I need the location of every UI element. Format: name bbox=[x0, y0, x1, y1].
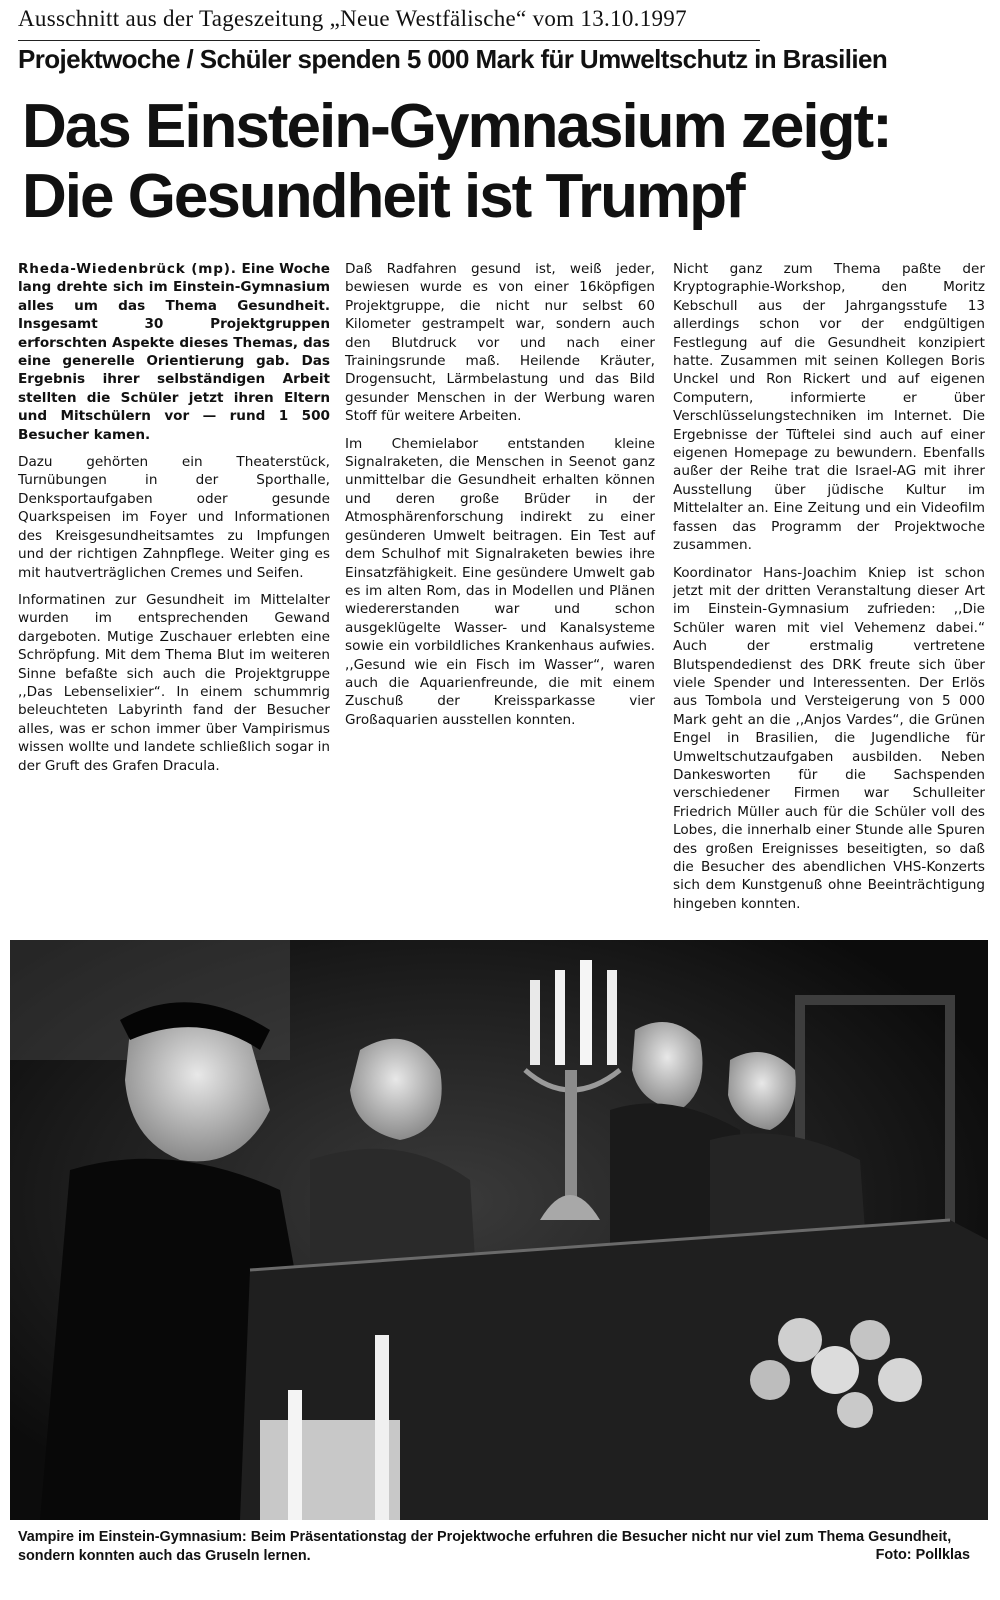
photo-illustration bbox=[10, 940, 988, 1520]
photo-caption: Vampire im Einstein-Gymnasium: Beim Präsentationstag der Projektwoche erfuhren die Besucher nicht nur viel zum Thema Gesundheit, sondern konnten auch das Gruseln lernen. bbox=[18, 1529, 952, 1564]
headline bbox=[22, 92, 982, 232]
article-column-2 bbox=[345, 260, 655, 738]
headline-line-1: Das Einstein-Gymnasium zeigt: bbox=[22, 92, 891, 161]
article-column-1 bbox=[18, 260, 330, 784]
kicker: Projektwoche / Schüler spenden 5 000 Mark für Umweltschutz in Brasilien bbox=[18, 44, 888, 74]
body-paragraph-2: Informatinen zur Gesundheit im Mittelalter wurden im entsprechenden Gewand dargeboten. Mutige Zuschauer erlebten eine Schröpfung. Mit dem Thema Blut im weiteren Sinne befaßte sich auch die Projektgruppe ,,Das Lebenselixier“. In einem schummrig beleuchteten Labyrinth fand der Besucher alles, was er schon immer über Vampirismus wissen wollte und landete schließlich sogar in der Gruft des Grafen Dracula. bbox=[18, 591, 330, 774]
candle-left bbox=[288, 1390, 302, 1520]
news-photo bbox=[10, 940, 988, 1520]
lead-paragraph bbox=[18, 260, 330, 444]
dateline: Rheda-Wiedenbrück (mp). bbox=[18, 261, 237, 277]
body-paragraph-6: Koordinator Hans-Joachim Kniep ist schon jetzt mit der dritten Veranstaltung dieser Art im Einstein-Gymnasium zufrieden: ,,Die Schüler waren mit viel Vehemenz dabei.“ Auch der erstmalig vertretene Blutspendedienst des DRK freute sich über viele Spender und Interessenten. Der Erlös aus Tombola und Versteigerung von 5 000 Mark geht an die ,,Anjos Vardes“, die Grünen Engel in Brasilien, die Jugendliche für Umweltschutzaufgaben ausbilden. Neben Dankesworten für die Sachspenden verschiedener Firmen war Schulleiter Friedrich Müller auch für die Schüler voll des Lobes, die innerhalb einer Stunde alle Spuren des großen Ereignisses beseitigten, so daß die Besucher des abendlichen VHS-Konzerts sich dem Kunstgenuß ohne Beeinträchtigung hingeben konnten. bbox=[673, 564, 985, 912]
source-line: Ausschnitt aus der Tageszeitung „Neue Westfälische“ vom 13.10.1997 bbox=[18, 6, 687, 31]
photo-credit: Foto: Pollklas bbox=[875, 1547, 970, 1563]
article-column-3 bbox=[673, 260, 985, 922]
headline-line-2: Die Gesundheit ist Trumpf bbox=[22, 162, 744, 231]
candle-right bbox=[375, 1335, 389, 1520]
source-rule bbox=[18, 40, 760, 41]
lead-text: Eine Woche lang drehte sich im Einstein-Gymnasium alles um das Thema Gesundheit. Insgesamt 30 Projektgruppen erforschten Aspekte dieses Themas, das eine generelle Orientierung gab. Das Ergebnis ihrer selbständigen Arbeit stellten die Schüler jetzt ihren Eltern und Mitschülern vor — rund 1 500 Besucher kamen. bbox=[18, 261, 330, 443]
body-paragraph-5: Nicht ganz zum Thema paßte der Kryptographie-Workshop, den Moritz Kebschull aus der Jahrgangsstufe 13 allerdings schon vor der endgültigen Festlegung auf die Gesundheit konzipiert hatte. Zusammen mit seinen Kollegen Boris Unckel und Ron Rickert und auf eigenen Computern, informierte er über Verschlüsselungstechniken im Internet. Die Ergebnisse der Tüftelei sind auch auf einer eigenen Homepage zu bewundern. Ebenfalls außer der Reihe trat die Israel-AG mit ihrer Ausstellung über jüdische Kultur im Mittelalter an. Eine Zeitung und ein Videofilm fassen das Programm der Projektwoche zusammen. bbox=[673, 261, 985, 554]
body-paragraph-4: Im Chemielabor entstanden kleine Signalraketen, die Menschen in Seenot ganz unmittelbar die Gesundheit erhalten können und deren große Brüder in der Atmosphärenforschung indirekt zu einer gesünderen Umwelt beitragen. Ein Test auf dem Schulhof mit Signalraketen bewies ihre Einsatzfähigkeit. Eine gesündere Umwelt gab es im alten Rom, das in Modellen und Plänen wiedererstanden war und schon ausgeklügelte Wasser- und Kanalsysteme sowie ein vorbildliches Krankenhaus aufwies. ,,Gesund wie ein Fisch im Wasser“, waren auch die Aquarienfreunde, die mit einem Zuschuß der Kreissparkasse vier Großaquarien ausstellen konnten. bbox=[345, 435, 655, 728]
body-paragraph-1: Dazu gehörten ein Theaterstück, Turnübungen in der Sporthalle, Denksportaufgaben oder gesunde Quarkspeisen im Foyer und Informationen des Kreisgesundheitsamtes zu Impfungen und der richtigen Zahnpflege. Weiter ging es mit hautverträglichen Cremes und Seifen. bbox=[18, 454, 330, 581]
body-paragraph-3: Daß Radfahren gesund ist, weiß jeder, bewiesen wurde es von einer 16köpfigen Projektgruppe, die nicht nur selbst 60 Kilometer gestrampelt war, sondern auch den Blutdruck vor und nach einer Trainingsrunde maß. Heilende Kräuter, Drogensucht, Lärmbelastung und das Bild gesunder Menschen in der Werbung waren Stoff für weitere Arbeiten. bbox=[345, 261, 655, 425]
